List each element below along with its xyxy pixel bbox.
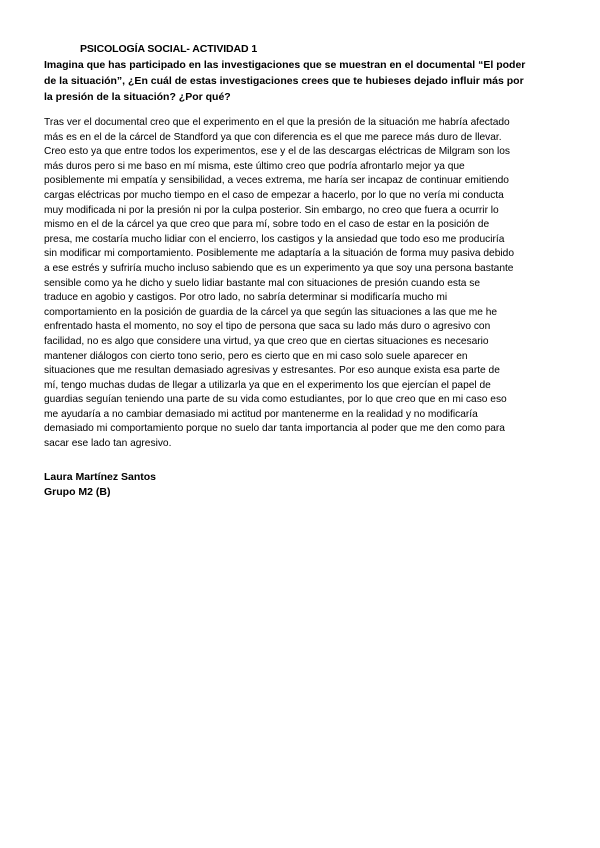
paragraph-line: sacar ese lado tan agresivo. — [44, 438, 172, 450]
answer-paragraph — [44, 116, 574, 452]
paragraph-line: mí, tengo muchas dudas de llegar a utilizarla ya que en el experimento los que ejercían el papel de — [44, 379, 491, 391]
question-line: Imagina que has participado en las investigaciones que se muestran en el documental “El poder — [44, 59, 526, 71]
paragraph-line: muy modificada ni por la presión ni por la culpa posterior. Sin embargo, no creo que fuera a ocurrir lo — [44, 204, 499, 216]
paragraph-line: Creo esto ya que entre todos los experimentos, ese y el de las descargas eléctricas de Milgram son los — [44, 146, 511, 158]
paragraph-line: demasiado mi comportamiento porque no suelo dar tanta importancia al poder que me den como para — [44, 423, 505, 435]
paragraph-line: cargas eléctricas por mucho tiempo en el caso de empezar a hacerlo, por lo que no vería mi conducta — [44, 189, 504, 201]
paragraph-line: más duros pero si me baso en mí misma, este último creo que podría afrontarlo mejor ya que — [44, 160, 465, 172]
question-line: la presión de la situación? ¿Por qué? — [44, 91, 231, 103]
question-block — [44, 57, 564, 105]
paragraph-line: enfrentado hasta el momento, no soy el tipo de persona que saca su lado más duro o agresivo con — [44, 321, 491, 333]
document-title: PSICOLOGÍA SOCIAL- ACTIVIDAD 1 — [80, 43, 258, 55]
author-name: Laura Martínez Santos — [44, 471, 157, 483]
paragraph-line: situaciones que me resultan demasiado agresivas y estresantes. Por eso aunque exista esa parte de — [44, 365, 500, 377]
paragraph-line: más es en el de la cárcel de Standford ya que con diferencia es el que me parece más duro de llevar. — [44, 131, 502, 143]
paragraph-line: facilidad, no es algo que considere una virtud, ya que creo que en ciertas situaciones es necesario — [44, 335, 489, 347]
paragraph-line: presa, me costaría mucho lidiar con el encierro, los castigos y la ansiedad que todo eso me produciría — [44, 233, 505, 245]
paragraph-line: Tras ver el documental creo que el experimento en el que la presión de la situación me habría afectado — [44, 117, 510, 128]
paragraph-line: comportamiento en la posición de guardia de la cárcel ya que según las situaciones a las que me he — [44, 306, 498, 318]
paragraph-line: posiblemente mi empatía y sensibilidad, a veces extrema, me haría ser incapaz de continuar emitiendo — [44, 175, 509, 187]
paragraph-line: mantener diálogos con cierto tono serio, pero es cierto que en mi caso solo suele aparecer en — [44, 350, 468, 362]
question-line: de la situación”, ¿En cuál de estas investigaciones crees que te hubieses dejado influir más por — [44, 75, 524, 87]
paragraph-line: guardias seguían teniendo una parte de su vida como estudiantes, por lo que creo que en mi caso eso — [44, 394, 507, 406]
paragraph-line: a ese estrés y sufriría mucho incluso sabiendo que es un experimento ya que soy una persona bastante — [44, 262, 514, 274]
signature-block — [44, 470, 156, 499]
paragraph-line: mismo en el de la cárcel ya que creo que para mí, sobre todo en el caso de estar en la posición de — [44, 219, 490, 231]
paragraph-line: traduce en agobio y castigos. Por otro lado, no sabría determinar si modificaría mucho mi — [44, 292, 448, 304]
paragraph-line: me ayudaría a no cambiar demasiado mi actitud por mantenerme en la realidad y no modificaría — [44, 408, 478, 420]
paragraph-line: sin modificar mi comportamiento. Posiblemente me adaptaría a la situación de forma muy pasiva debido — [44, 248, 514, 260]
paragraph-line: sensible como ya he dicho y suelo lidiar bastante mal con situaciones de presión cuando esta se — [44, 277, 481, 289]
group-label: Grupo M2 (B) — [44, 485, 111, 498]
